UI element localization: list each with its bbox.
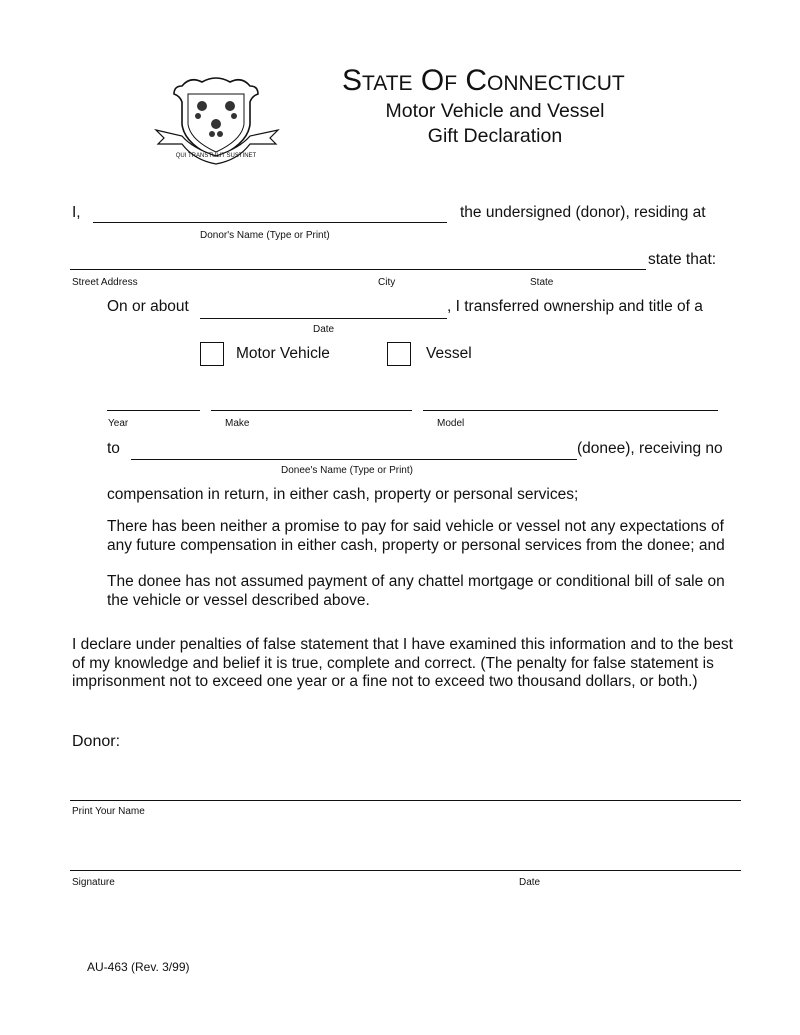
promise-paragraph: There has been neither a promise to pay for said vehicle or vessel not any expectations of any future compensation in either cash, property or personal services from the donee; and [107,518,725,554]
form-number: AU-463 (Rev. 3/99) [87,960,190,974]
motor-vehicle-checkbox[interactable] [200,342,224,366]
transferred-text: , I transferred ownership and title of a [447,298,703,315]
on-or-about-text: On or about [107,298,189,315]
donor-label: Donor: [72,733,121,750]
signature-caption: Signature [72,877,115,888]
i-label: I, [72,204,81,221]
make-field[interactable] [211,410,412,411]
model-field[interactable] [423,410,718,411]
make-caption: Make [225,418,250,429]
signature-field[interactable] [70,870,741,871]
signature-date-caption: Date [519,877,541,888]
year-field[interactable] [107,410,200,411]
donee-name-caption: Donee's Name (Type or Print) [281,465,413,476]
connecticut-seal-logo [152,72,282,167]
model-caption: Model [437,418,465,429]
state-title: State Of Connecticut [342,64,625,97]
print-name-field[interactable] [70,800,741,801]
to-label: to [107,440,120,457]
motor-vehicle-label: Motor Vehicle [236,345,330,362]
state-caption: State [530,277,554,288]
donee-text: (donee), receiving no [577,440,723,457]
donor-name-field[interactable] [93,222,447,223]
vessel-label: Vessel [426,345,472,362]
street-address-caption: Street Address [72,277,138,288]
form-subtitle-2: Gift Declaration [427,125,563,147]
svg-text:QUI TRANSTULIT SUSTINET: QUI TRANSTULIT SUSTINET [175,153,257,159]
chattel-paragraph: The donee has not assumed payment of any chattel mortgage or conditional bill of sale on the vehicle or vessel described above. [107,573,725,609]
state-that-text: state that: [648,251,717,268]
vessel-checkbox[interactable] [387,342,411,366]
date-caption: Date [313,324,335,335]
transfer-date-field[interactable] [200,318,447,319]
year-caption: Year [108,418,129,429]
compensation-paragraph: compensation in return, in either cash, property or personal services; [107,486,579,503]
donee-name-field[interactable] [131,459,577,460]
undersigned-text: the undersigned (donor), residing at [460,204,706,221]
donor-name-caption: Donor's Name (Type or Print) [200,230,330,241]
form-subtitle-1: Motor Vehicle and Vessel [385,100,605,122]
declaration-paragraph: I declare under penalties of false statement that I have examined this information and to the best of my knowledge and belief it is true, complete and correct. (The penalty for false statement is imprisonment not to exceed one year or a fine not to exceed two thousand dollars, or both.) [72,636,733,690]
print-name-caption: Print Your Name [72,806,145,817]
address-field[interactable] [70,269,646,270]
city-caption: City [378,277,396,288]
